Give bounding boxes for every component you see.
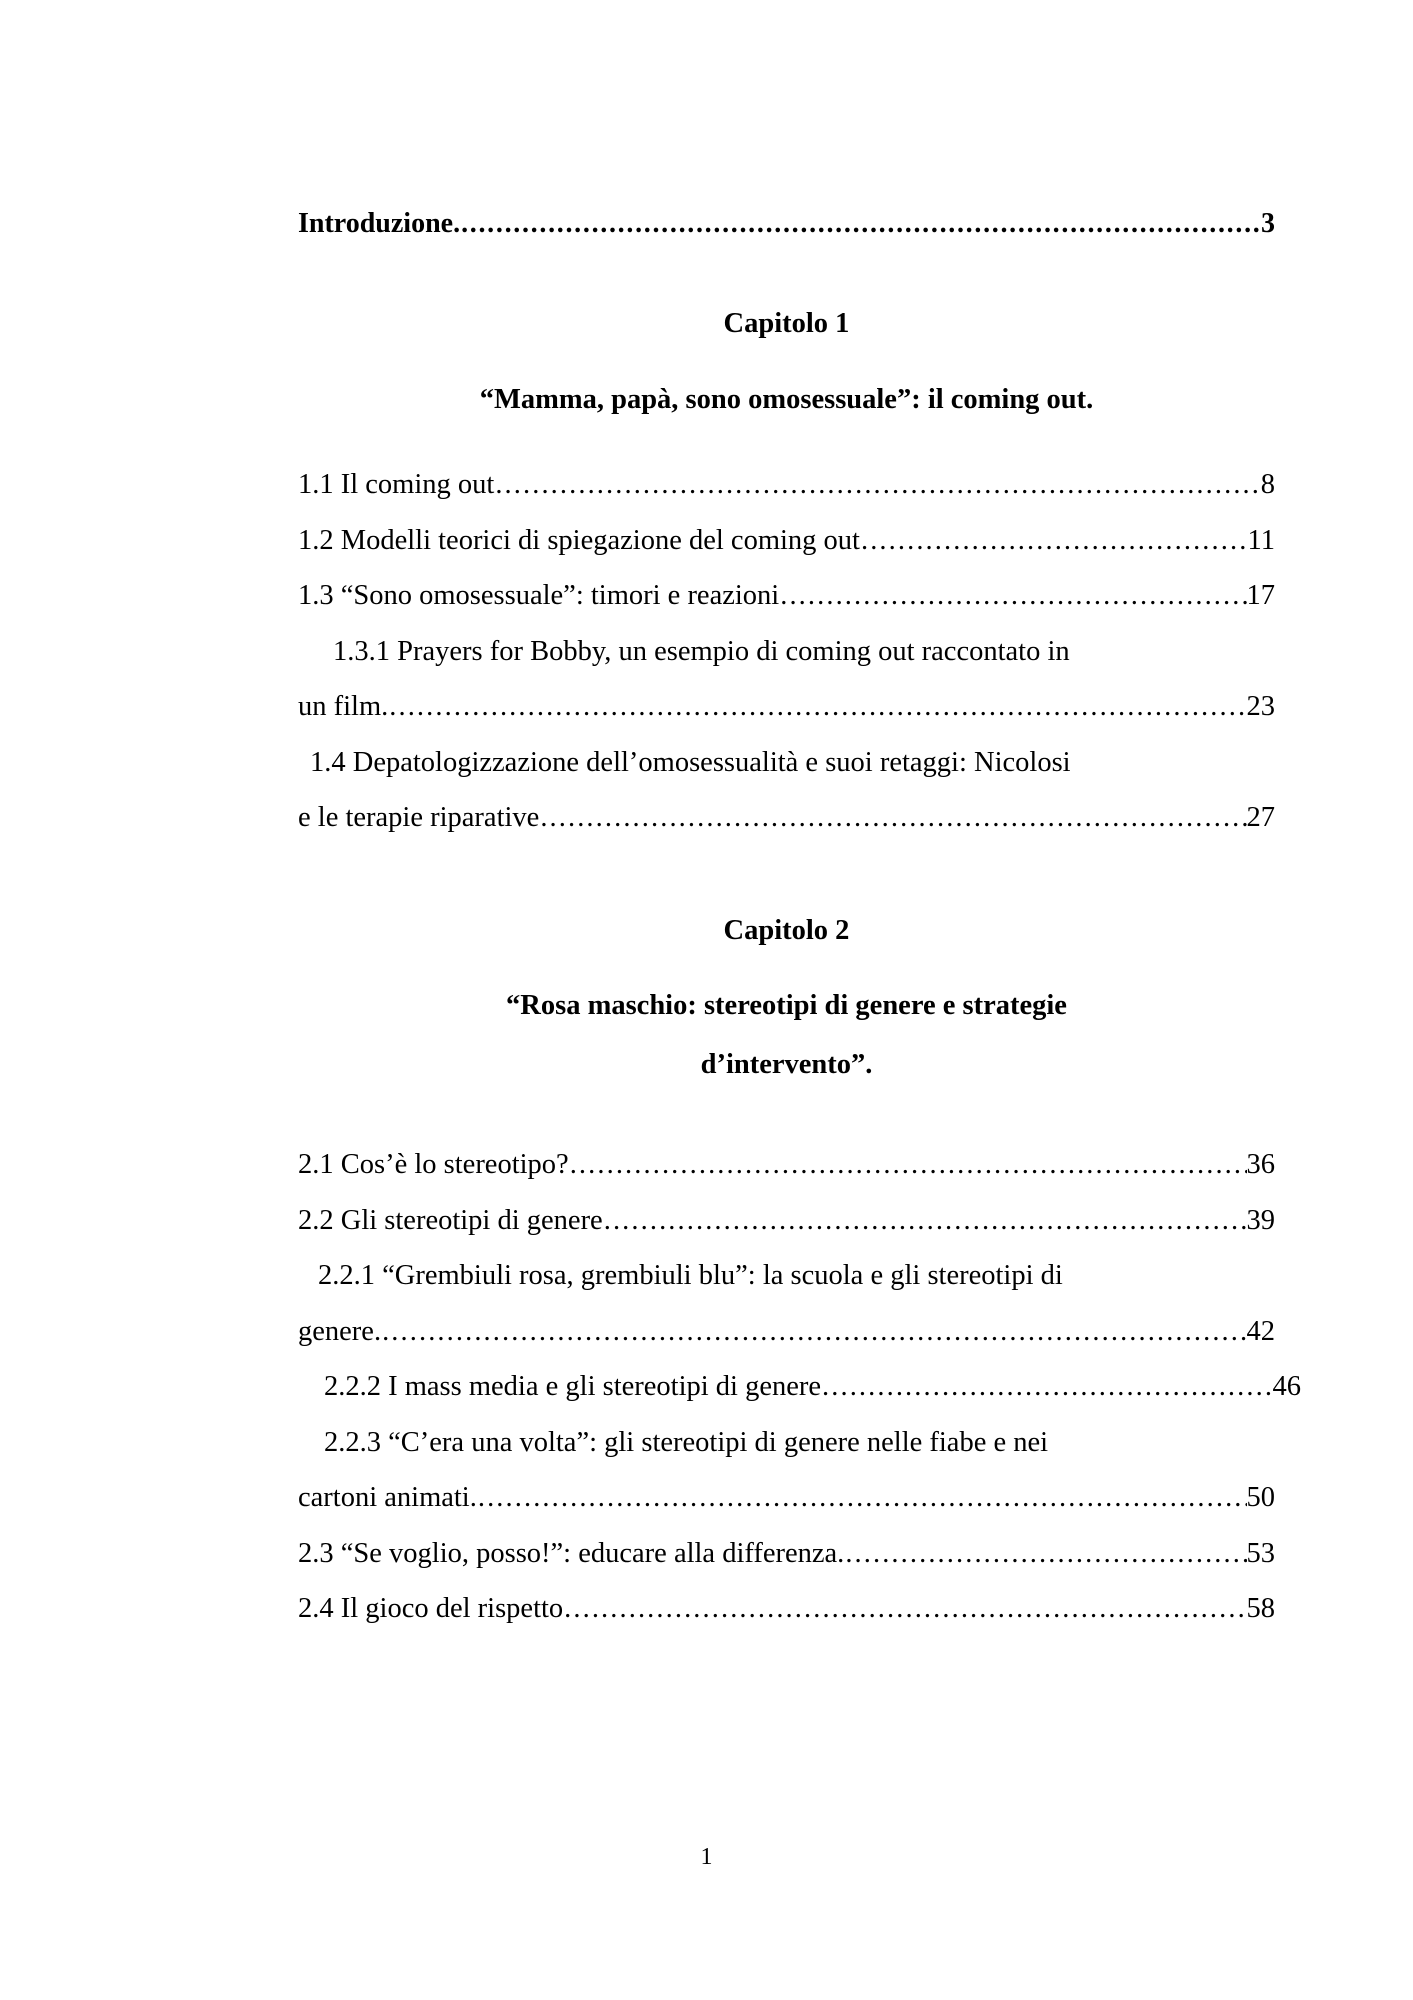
- toc-entry-2-1[interactable]: [298, 1151, 1275, 1180]
- toc-entry-page: 50: [1246, 1482, 1275, 1513]
- toc-entry-label: cartoni animati.: [298, 1482, 477, 1513]
- toc-entry-1-1[interactable]: [298, 471, 1275, 500]
- toc-content: [298, 208, 1301, 1651]
- toc-entry-1-3-1-line1[interactable]: 1.3.1 Prayers for Bobby, un esempio di coming out raccontato in: [333, 635, 1070, 667]
- spacer: [298, 414, 1275, 471]
- leader-dots: [461, 210, 1261, 238]
- leader-dots: [389, 693, 1246, 722]
- page-footer-number: 1: [700, 1844, 713, 1870]
- toc-entry-label: 1.3 “Sono omosessuale”: timori e reazioni: [298, 580, 780, 611]
- spacer: [298, 1021, 1275, 1051]
- chapter-number-label: Capitolo 2: [723, 914, 850, 946]
- toc-entry-1-4-line1[interactable]: 1.4 Depatologizzazione dell’omosessualità e suoi retaggi: Nicolosi: [310, 746, 1071, 778]
- toc-entry-1-3-1-line2[interactable]: [298, 693, 1275, 722]
- spacer: [298, 339, 1275, 386]
- toc-entry-1-2[interactable]: [298, 524, 1275, 556]
- leader-dots: [564, 1595, 1246, 1624]
- leader-dots: [382, 1318, 1246, 1347]
- leader-dots: [570, 1151, 1247, 1180]
- leader-dots: [780, 582, 1246, 611]
- toc-entry-page: 39: [1246, 1204, 1275, 1236]
- chapter-heading-2: [298, 914, 1275, 1080]
- toc-entry-label: 2.2.2 I mass media e gli stereotipi di genere: [324, 1371, 822, 1402]
- toc-entry-page: 8: [1260, 469, 1275, 500]
- toc-entry-label: 2.4 Il gioco del rispetto: [298, 1593, 564, 1624]
- toc-entry-2-2[interactable]: [298, 1204, 1275, 1236]
- toc-entry-label: 1.1 Il coming out: [298, 469, 495, 500]
- toc-entry-2-3[interactable]: [298, 1537, 1275, 1569]
- toc-entry-page: 53: [1246, 1537, 1275, 1569]
- leader-dots: [540, 804, 1246, 833]
- leader-dots: [495, 471, 1260, 500]
- toc-entry-page: 11: [1247, 524, 1275, 556]
- toc-entry-2-2-3-line1[interactable]: 2.2.3 “C’era una volta”: gli stereotipi di genere nelle fiabe e nei: [324, 1426, 1049, 1458]
- toc-entry-label: 2.3 “Se voglio, posso!”: educare alla differenza.: [298, 1537, 845, 1569]
- leader-dots: [822, 1373, 1272, 1402]
- chapter-title-line: d’intervento”.: [700, 1048, 873, 1080]
- toc-entry-introduzione[interactable]: [298, 210, 1275, 238]
- chapter-heading-1: [298, 310, 1275, 414]
- chapter-number-label: Capitolo 1: [723, 308, 850, 339]
- toc-entry-page: 42: [1246, 1315, 1275, 1347]
- toc-entry-2-2-1-line1[interactable]: 2.2.1 “Grembiuli rosa, grembiuli blu”: la scuola e gli stereotipi di: [318, 1260, 1063, 1291]
- spacer: [298, 945, 1275, 992]
- toc-entry-page: 36: [1246, 1149, 1275, 1180]
- toc-entry-label: e le terapie riparative: [298, 802, 540, 833]
- toc-entry-label: genere.: [298, 1315, 382, 1347]
- chapter-title-line: “Rosa maschio: stereotipi di genere e strategie: [506, 990, 1067, 1021]
- toc-entry-page: 46: [1272, 1371, 1301, 1402]
- toc-entry-1-4-line2[interactable]: [298, 804, 1275, 833]
- toc-entry-label: Introduzione.: [298, 208, 461, 239]
- toc-entry-label: 1.2 Modelli teorici di spiegazione del coming out: [298, 524, 860, 556]
- toc-entry-label: un film.: [298, 691, 389, 722]
- spacer: [298, 860, 1275, 917]
- toc-entry-2-2-1-line2[interactable]: [298, 1315, 1275, 1347]
- toc-entry-2-4[interactable]: [298, 1595, 1275, 1624]
- toc-entry-label: 2.2 Gli stereotipi di genere: [298, 1204, 603, 1236]
- toc-entry-1-3[interactable]: [298, 582, 1275, 611]
- leader-dots: [861, 527, 1248, 556]
- leader-dots: [478, 1484, 1247, 1513]
- toc-entry-page: 58: [1246, 1593, 1275, 1624]
- toc-entry-label: 2.1 Cos’è lo stereotipo?: [298, 1149, 569, 1180]
- spacer: [298, 1079, 1275, 1151]
- leader-dots: [845, 1540, 1246, 1569]
- toc-entry-2-2-2[interactable]: [298, 1373, 1301, 1402]
- toc-entry-2-2-3-line2[interactable]: [298, 1484, 1275, 1513]
- spacer: [298, 238, 1275, 310]
- toc-entry-page: 23: [1246, 691, 1275, 722]
- chapter-title-line: “Mamma, papà, sono omosessuale”: il coming out.: [479, 383, 1094, 415]
- toc-entry-page: 27: [1246, 802, 1275, 833]
- leader-dots: [604, 1207, 1247, 1236]
- toc-entry-page: 3: [1261, 208, 1275, 239]
- toc-entry-page: 17: [1246, 580, 1275, 611]
